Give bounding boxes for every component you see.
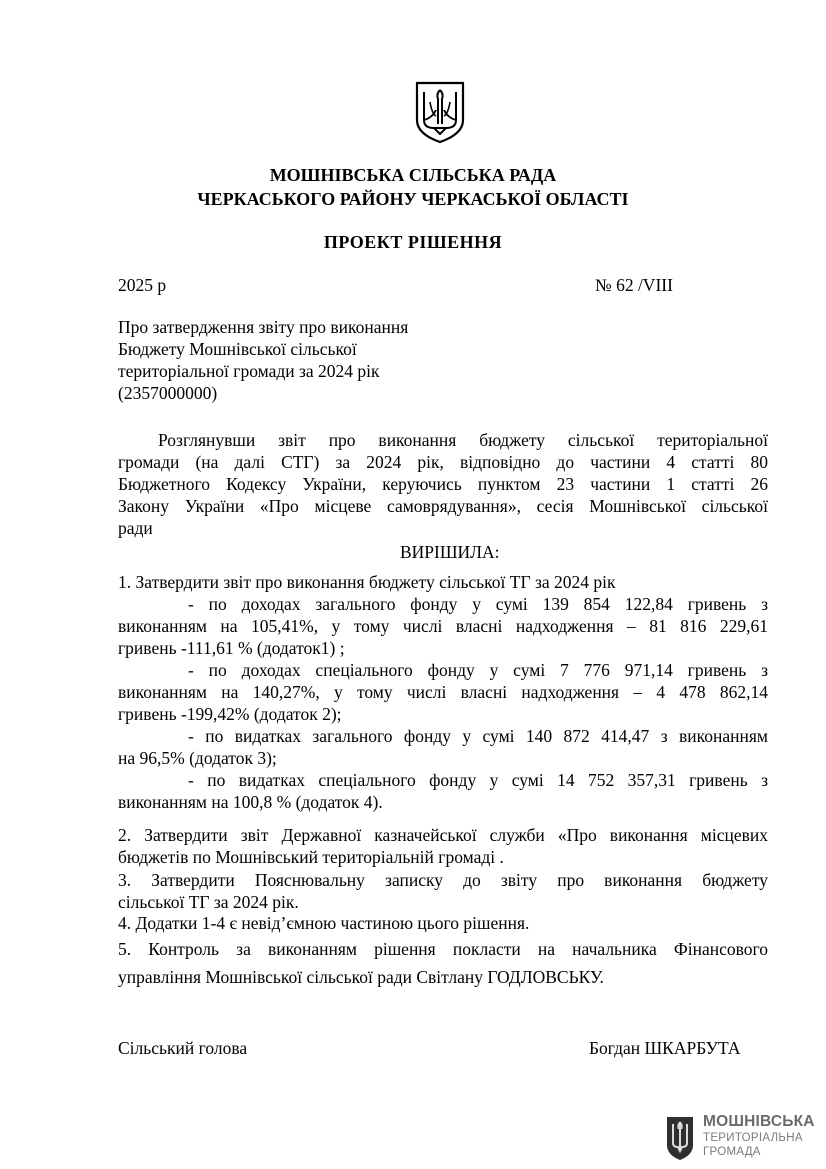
coat-of-arms-icon	[414, 80, 466, 144]
item-1-sub: виконанням на 100,8 % (додаток 4).	[118, 792, 383, 812]
item-2	[118, 824, 768, 868]
item-1-sub: виконанням на 105,41%, у тому числі власні надходження – 81 816 229,61	[118, 616, 768, 636]
item-1-sub: - по видатках загального фонду у сумі 140 872 414,47 з виконанням	[188, 726, 768, 746]
decided-heading: ВИРІШИЛА:	[400, 542, 500, 562]
signature-name: Богдан ШКАРБУТА	[589, 1038, 741, 1058]
preamble-line: Розглянувши звіт про виконання бюджету сільської територіальної	[158, 430, 768, 450]
district-name: ЧЕРКАСЬКОГО РАЙОНУ ЧЕРКАСЬКОЇ ОБЛАСТІ	[197, 189, 629, 209]
subject-line: територіальної громади за 2024 рік	[118, 361, 380, 381]
item-3-line: сільської ТГ за 2024 рік.	[118, 892, 299, 912]
item-1-sub: на 96,5% (додаток 3);	[118, 748, 277, 768]
document-type: ПРОЕКТ РІШЕННЯ	[323, 232, 503, 252]
trident-icon	[665, 1115, 695, 1161]
logo-subtitle: ГРОМАДА	[703, 1146, 761, 1158]
item-1-sub: - по доходах загального фонду у сумі 139 854 122,84 гривень з	[188, 594, 768, 614]
preamble-line: громади (на далі СТГ) за 2024 рік, відповідно до частини 4 статті 80	[118, 452, 768, 472]
item-1-sub: - по доходах спеціального фонду у сумі 7 776 971,14 гривень з	[188, 660, 768, 680]
preamble-line: Закону України «Про місцеве самоврядування», сесія Мошнівської сільської	[118, 496, 768, 516]
signature-position: Сільський голова	[118, 1038, 248, 1058]
subject-block	[118, 316, 518, 404]
item-4-line: 4. Додатки 1-4 є невід’ємною частиною цього рішення.	[118, 913, 530, 933]
document-number: № 62 /VIII	[595, 275, 673, 295]
item-2-line: 2. Затвердити звіт Державної казначейської служби «Про виконання місцевих	[118, 825, 768, 845]
item-1-sub: гривень -199,42% (додаток 2);	[118, 704, 342, 724]
item-5	[118, 935, 768, 991]
logo-title: МОШНІВСЬКА	[703, 1113, 815, 1130]
preamble-line: Бюджетного Кодексу України, керуючись пунктом 23 частини 1 статті 26	[118, 474, 768, 494]
item-1-sub: - по видатках спеціального фонду у сумі 14 752 357,31 гривень з	[188, 770, 768, 790]
item-5-line: управління Мошнівської сільської ради Світлану ГОДЛОВСЬКУ.	[118, 967, 604, 987]
item-1-head: 1. Затвердити звіт про виконання бюджету сільської ТГ за 2024 рік	[118, 572, 616, 592]
preamble-line: ради	[118, 518, 153, 538]
item-2-line: бюджетів по Мошнівський територіальній громаді .	[118, 847, 504, 867]
subject-line: Про затвердження звіту про виконання	[118, 317, 409, 337]
item-5-line: 5. Контроль за виконанням рішення покласти на начальника Фінансового	[118, 939, 768, 959]
subject-line: (2357000000)	[118, 383, 218, 403]
subject-line: Бюджету Мошнівської сільської	[118, 339, 357, 359]
logo-subtitle: ТЕРИТОРІАЛЬНА	[703, 1132, 803, 1144]
item-3-line: 3. Затвердити Пояснювальну записку до звіту про виконання бюджету	[118, 870, 768, 890]
document-date: 2025 р	[118, 275, 167, 295]
community-logo	[665, 1113, 815, 1163]
item-1-sub: гривень -111,61 % (додаток1) ;	[118, 638, 345, 658]
item-4	[118, 912, 768, 934]
preamble	[118, 429, 768, 539]
council-name: МОШНІВСЬКА СІЛЬСЬКА РАДА	[269, 165, 557, 185]
item-1-sub: виконанням на 140,27%, у тому числі власні надходження – 4 478 862,14	[118, 682, 768, 702]
item-1	[118, 571, 768, 813]
item-3	[118, 869, 768, 913]
